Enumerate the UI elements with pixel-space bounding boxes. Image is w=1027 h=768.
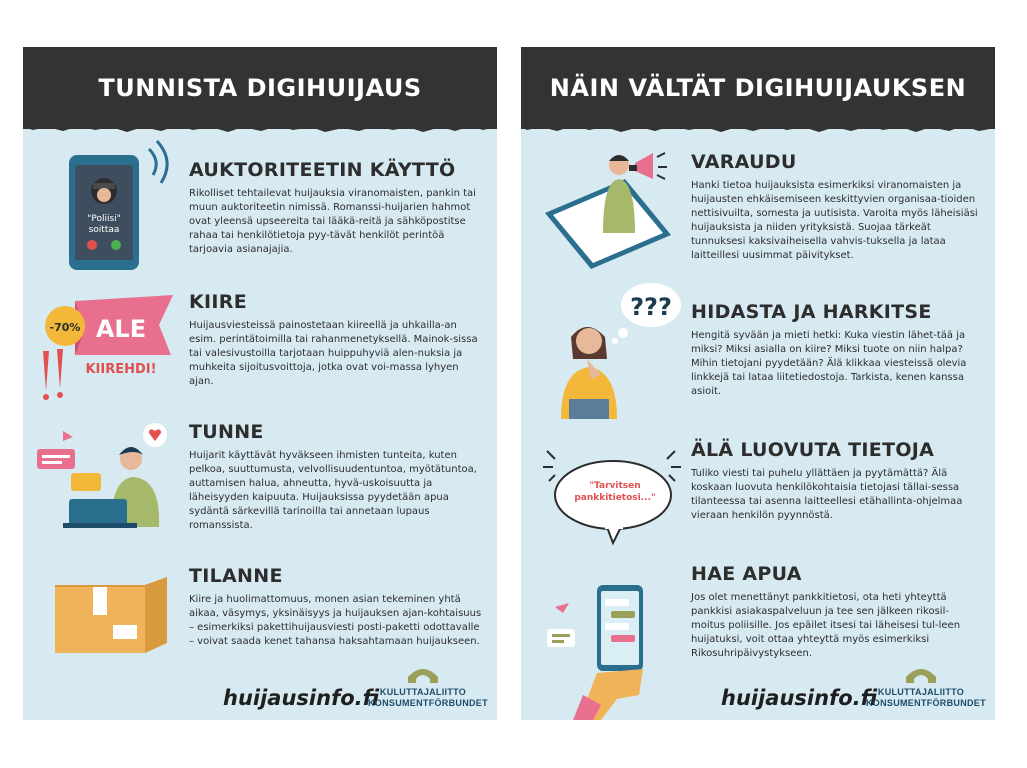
hurry-label: KIIREHDI! xyxy=(85,362,157,377)
kuluttajaliitto-logo xyxy=(368,665,488,709)
poster-title: TUNNISTA DIGIHUIJAUS xyxy=(98,74,422,102)
kuluttajaliitto-logo xyxy=(866,665,986,709)
megaphone-tablet-illustration xyxy=(539,143,687,271)
section-heading: TUNNE xyxy=(189,421,264,443)
org-name: KULUTTAJALIITTO xyxy=(877,687,965,697)
section-heading: VARAUDU xyxy=(691,151,797,173)
brand-logo: huijausinfo.fi xyxy=(721,686,878,710)
section-body: Hengitä syvään ja mieti hetki: Kuka viestin lähet-tää ja miksi? Miksi asialla on kiire? Miksi tuote on niin halpa? Mihin tietojani pyydetään? Älä klikkaa viesteissä olevia linkkejä tai lataa liitetiedostoja. Tarkista, kenen kanssa asioit. xyxy=(691,330,967,397)
org-name-swedish: KONSUMENTFÖRBUNDET xyxy=(866,698,986,708)
caller-status: soittaa xyxy=(88,225,120,235)
section-body: Tuliko viesti tai puhelu yllättäen ja pyytämättä? Älä koskaan luovuta henkilökohtaisia tietojasi tällai-sessa tilanteessa tai asenna laitteellesi etähallinta-ohjelmaa vieraan henkilön pyynnöstä. xyxy=(691,468,963,521)
header xyxy=(23,47,497,129)
arch-icon xyxy=(406,665,440,683)
discount-label: -70% xyxy=(49,321,81,334)
org-name: KULUTTAJALIITTO xyxy=(379,687,467,697)
section-slow-down xyxy=(691,301,983,399)
hand-phone-illustration xyxy=(539,577,689,720)
poster-title: NÄIN VÄLTÄT DIGIHUIJAUKSEN xyxy=(549,74,967,102)
bubble-text: "Tarvitsen pankkitietosi..." xyxy=(574,481,656,503)
section-prepare xyxy=(691,151,983,263)
section-authority xyxy=(189,159,484,257)
section-body: Hanki tietoa huijauksista esimerkiksi viranomaisten ja huijausten ehkäisemiseen keskittyvien organisaa-tioiden nettisivuilta, somesta ja uutisista. Varoita myös läheisiäsi huijauksista ja niiden yrityksistä. Suojaa tärkeät tunnuksesi kaksivaiheisella vahvis-tuksella ja lataa laitteillesi uusimmat päivitykset. xyxy=(691,180,978,261)
section-heading: ÄLÄ LUOVUTA TIETOJA xyxy=(691,439,935,461)
torn-edge xyxy=(521,121,995,137)
section-heading: KIIRE xyxy=(189,291,247,313)
section-body: Kiire ja huolimattomuus, monen asian tekeminen yhtä aikaa, väsymys, yksinäisyys ja huijauksen ajan-kohtaisuus – esimerkiksi pakettihuijausviesti posti-paketti odottavalle – voivat saada kenet tahansa haksahtamaan huijaukseen. xyxy=(189,594,482,647)
header xyxy=(521,47,995,129)
section-get-help xyxy=(691,563,983,661)
section-body: Huijarit käyttävät hyväkseen ihmisten tunteita, kuten pelkoa, suuttumusta, velvollisuudentuntoa, myötätuntoa, auttamisen halua, ahneutta, hyvä-uskoisuutta ja läheisyyden kaipuuta. Huijauksissa pyydetään apua sydäntä särkevillä tarinoilla tai annetaan lupaus romanssista. xyxy=(189,450,477,531)
section-body: Huijausviesteissä painostetaan kiireellä ja uhkailla-an esim. perintätoimilla tai rahanmenetyksellä. Mainok-sissa tai valesivustoilla tarjotaan huippuhyviä alen-nuksia ja muhkeita sijoitusvoittoja, jotka ovat voi-massa lyhyen ajan. xyxy=(189,320,478,387)
package-box-illustration xyxy=(51,569,171,659)
section-dont-share xyxy=(691,439,983,523)
police-phone-illustration xyxy=(61,127,171,277)
brand-logo: huijausinfo.fi xyxy=(223,686,380,710)
section-heading: AUKTORITEETIN KÄYTTÖ xyxy=(189,159,456,181)
org-name-swedish: KONSUMENTFÖRBUNDET xyxy=(368,698,488,708)
section-situation xyxy=(189,565,484,649)
section-heading: TILANNE xyxy=(189,565,283,587)
question-marks: ??? xyxy=(630,293,672,321)
section-emotion xyxy=(189,421,484,533)
section-heading: HAE APUA xyxy=(691,563,802,585)
section-body: Rikolliset tehtailevat huijauksia viranomaisten, pankin tai muun auktoriteetin nimissä. Romanssi-huijarien hahmot ovat yleensä upseereita tai lääkä-reitä ja sähköpostitse rahaa tai henkilötietoja pyy-tävät henkilöt perintöä tarjoavia asianajajia. xyxy=(189,188,476,255)
sale-label: ALE xyxy=(95,315,147,343)
section-body: Jos olet menettänyt pankkitietosi, ota heti yhteyttä pankkisi asiakaspalveluun ja tee sen jälkeen rikosil-moitus poliisille. Jos epäilet itsesi tai läheisesi tul-leen huijatuksi, voit ottaa yhteyttä myös esimerkiksi Rikosuhripäivystykseen. xyxy=(691,592,961,659)
section-heading: HIDASTA JA HARKITSE xyxy=(691,301,932,323)
thinking-woman-illustration xyxy=(547,279,687,419)
section-hurry xyxy=(189,291,484,389)
poster-right xyxy=(521,47,995,720)
caller-name: "Poliisi" xyxy=(87,214,121,224)
laptop-person-illustration xyxy=(33,415,178,530)
sale-tag-illustration xyxy=(35,291,175,401)
arch-icon xyxy=(904,665,938,683)
poster-left xyxy=(23,47,497,720)
